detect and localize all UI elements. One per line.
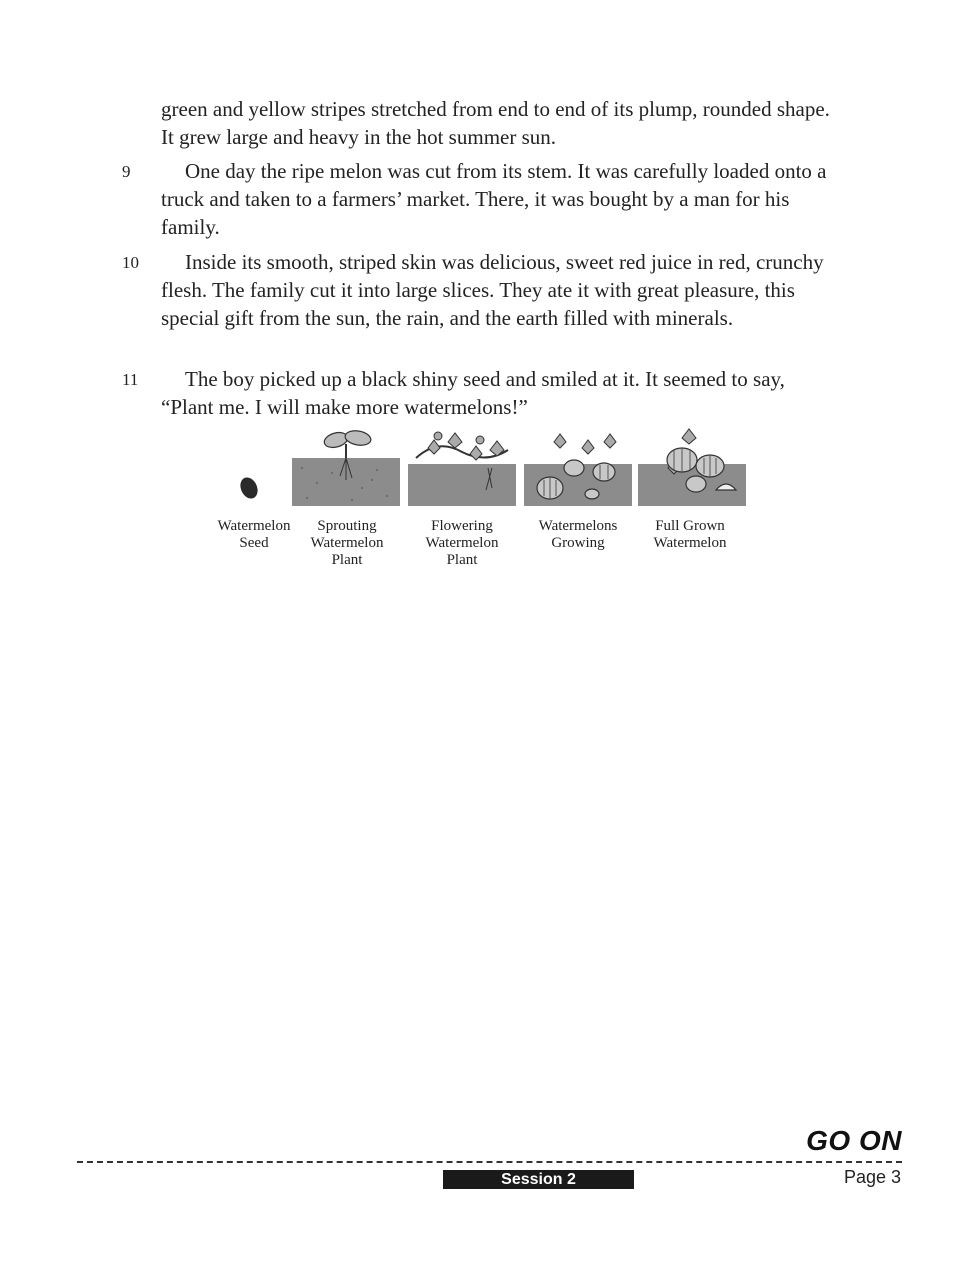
paragraph-text: Inside its smooth, striped skin was delicious, sweet red juice in red, crunchy flesh. The family cut it into large slices. They ate it with great pleasure, this special gift from the sun, the rain, and the earth filled with minerals. [161,250,824,330]
paragraph-number: 11 [122,370,139,389]
flowering-plant-illustration [408,428,516,508]
paragraph-text: One day the ripe melon was cut from its stem. It was carefully loaded onto a truck and taken to a farmers’ market. There, it was bought by a man for his family. [161,159,827,239]
stage-caption: Watermelons Growing [538,518,618,551]
paragraph-number: 10 [122,253,139,272]
paragraph [161,157,841,241]
paragraph [161,365,841,421]
growing-watermelons-illustration [524,428,632,508]
sprouting-plant-illustration [292,428,400,508]
session-label: Session 2 [443,1170,634,1189]
passage-continuation: green and yellow stripes stretched from end to end of its plump, rounded shape. It grew large and heavy in the hot summer sun. [161,97,830,149]
footer-divider [77,1161,902,1163]
watermelon-life-cycle-figure [210,428,770,578]
paragraph-number: 9 [122,162,131,181]
seed-illustration [230,428,270,508]
stage-caption: Flowering Watermelon Plant [425,518,499,568]
stage-caption: Watermelon Seed [217,518,291,551]
page-number: Page 3 [843,1167,901,1187]
paragraph [161,248,841,332]
stage-caption: Sprouting Watermelon Plant [310,518,384,568]
full-grown-watermelon-illustration [638,428,746,508]
paragraph-text: The boy picked up a black shiny seed and smiled at it. It seemed to say, “Plant me. I will make more watermelons!” [161,367,785,419]
stage-caption: Full Grown Watermelon [653,518,727,551]
go-on-label: GO ON [806,1125,902,1156]
